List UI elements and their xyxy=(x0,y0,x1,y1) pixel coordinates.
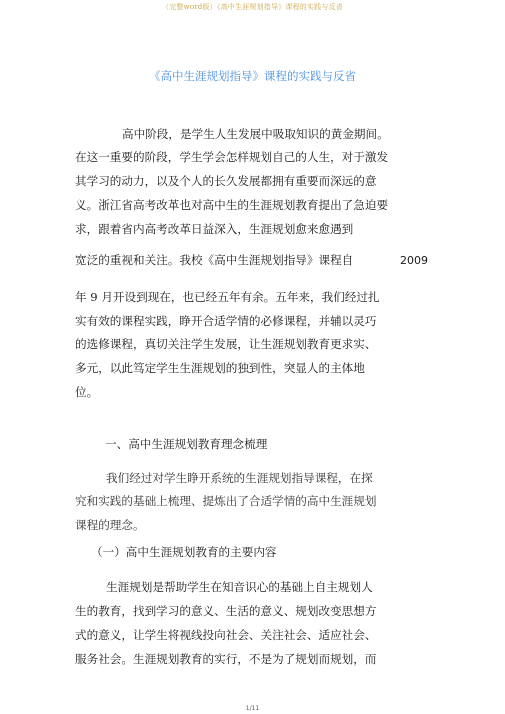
paragraph-4-line-3: 式的意义，让学生将视线投向社会、关注社会、适应社会、 xyxy=(75,628,377,642)
paragraph-3-line-1: 我们经过对学生睁开系统的生涯规划指导课程，在探 xyxy=(106,471,373,485)
paragraph-4-line-1: 生涯规划是帮助学生在知音识心的基础上自主规划人 xyxy=(106,580,373,594)
paragraph-4-line-4: 服务社会。生涯规划教育的实行，不是为了规划而规划，而 xyxy=(75,652,377,666)
paragraph-2-line-3: 的选修课程，真切关注学生发展，让生涯规划教育更求实、 xyxy=(75,337,377,351)
year-value: 2009 xyxy=(400,254,428,267)
document-title: 《高中生涯规划指导》课程的实践与反省 xyxy=(149,69,356,83)
paragraph-1-line-1: 高中阶段，是学生人生发展中吸取知识的黄金期间。 xyxy=(122,127,389,141)
section-heading-1: 一、高中生涯规划教育理念梳理 xyxy=(105,437,268,451)
paragraph-4-line-2: 生的教育，找到学习的意义、生活的意义、规划改变思想方 xyxy=(75,604,377,618)
paragraph-1-line-2: 在这一重要的阶段，学生学会怎样规划自己的人生，对于激发 xyxy=(75,150,389,164)
page-header: （完整word版）《高中生涯规划指导》课程的实践与反省 xyxy=(162,3,343,11)
paragraph-1-line-6: 宽泛的重视和关注。我校《高中生涯规划指导》课程自 xyxy=(75,253,354,267)
paragraph-1-line-5: 求，跟着省内高考改革日益深入，生涯规划愈来愈遇到 xyxy=(75,222,354,236)
subsection-heading-1: （一）高中生涯规划教育的主要内容 xyxy=(91,545,277,559)
paragraph-2-line-4: 多元，以此笃定学生生涯规划的独到性，突显人的主体地 xyxy=(75,361,365,375)
paragraph-3-line-3: 课程的理念。 xyxy=(75,518,145,532)
paragraph-2-line-1: 年 9 月开设到现在，也已经五年有余。五年来，我们经过扎 xyxy=(75,290,380,304)
paragraph-2-line-5: 位。 xyxy=(75,385,99,399)
paragraph-3-line-2: 究和实践的基础上梳理、提炼出了合适学情的高中生涯规划 xyxy=(75,494,377,508)
paragraph-2-line-2: 实有效的课程实践，睁开合适学情的必修课程，并辅以灵巧 xyxy=(75,314,377,328)
paragraph-1-line-3: 其学习的动力，以及个人的长久发展都拥有重要而深远的意 xyxy=(75,174,377,188)
page-number: 1/11 xyxy=(245,705,260,712)
paragraph-1-line-4: 义。浙江省高考改革也对高中生的生涯规划教育提出了急迫要 xyxy=(75,198,389,212)
